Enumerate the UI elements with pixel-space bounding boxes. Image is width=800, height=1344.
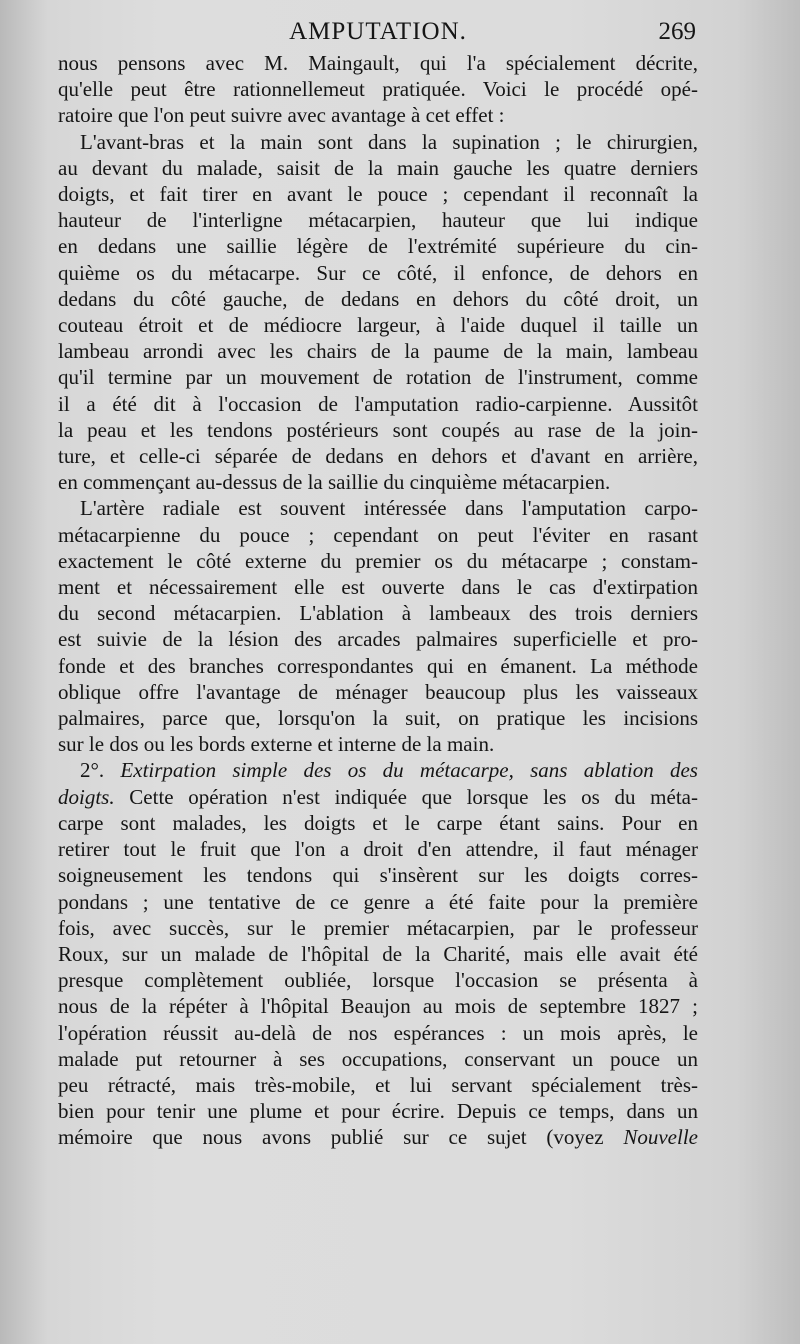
text-line: oblique offre l'avantage de ménager beaucoup plus les vaisseaux <box>58 679 698 704</box>
text-line <box>58 1124 698 1150</box>
text-line: est suivie de la lésion des arcades palmaires superficielle et pro- <box>58 627 698 652</box>
text-line: nous de la répéter à l'hôpital Beaujon au mois de septembre 1827 ; <box>58 994 698 1019</box>
text-run: mémoire que nous avons publié sur ce sujet (voyez <box>58 1125 624 1150</box>
text-line: couteau étroit et de médiocre largeur, à l'aide duquel il taille un <box>58 313 698 338</box>
paragraph-extirpation <box>58 757 698 1150</box>
text-line: ment et nécessairement elle est ouverte dans le cas d'extirpation <box>58 575 698 600</box>
text-line: fois, avec succès, sur le premier métacarpien, par le professeur <box>58 915 698 940</box>
paragraph-continuation <box>58 50 698 129</box>
text-line: retirer tout le fruit que l'on a droit d'en attendre, il faut ménager <box>58 837 698 862</box>
text-line: ture, et celle-ci séparée de dedans en dehors et d'avant en arrière, <box>58 444 698 469</box>
page-header <box>58 0 698 50</box>
text-line: fonde et des branches correspondantes qui en émanent. La méthode <box>58 653 698 678</box>
text-line <box>58 757 698 783</box>
text-line: exactement le côté externe du premier os du métacarpe ; constam- <box>58 548 698 573</box>
text-line: qu'elle peut être rationnellemeut pratiquée. Voici le procédé opé- <box>58 77 698 102</box>
body-text <box>58 50 698 1151</box>
section-number: 2°. <box>80 758 121 783</box>
section-heading-end: doigts. <box>58 784 115 809</box>
text-line: L'avant-bras et la main sont dans la supination ; le chirurgien, <box>80 129 698 154</box>
text-line: au devant du malade, saisit de la main gauche les quatre derniers <box>58 155 698 180</box>
text-line: l'opération réussit au-delà de nos espérances : un mois après, le <box>58 1020 698 1045</box>
text-line: qu'il termine par un mouvement de rotation de l'instrument, comme <box>58 365 698 390</box>
text-line: Roux, sur un malade de l'hôpital de la Charité, mais elle avait été <box>58 941 698 966</box>
text-line: soigneusement les tendons qui s'insèrent sur les doigts corres- <box>58 863 698 888</box>
text-line: lambeau arrondi avec les chairs de la paume de la main, lambeau <box>58 339 698 364</box>
text-line: du second métacarpien. L'ablation à lambeaux des trois derniers <box>58 601 698 626</box>
text-line: palmaires, parce que, lorsqu'on la suit, on pratique les incisions <box>58 706 698 731</box>
text-run: Cette opération n'est indiquée que lorsque les os du méta- <box>114 784 698 809</box>
text-line: hauteur de l'interligne métacarpien, hauteur que lui indique <box>58 208 698 233</box>
text-line: carpe sont malades, les doigts et le carpe étant sains. Pour en <box>58 810 698 835</box>
text-line: pondans ; une tentative de ce genre a été faite pour la première <box>58 889 698 914</box>
text-line: dedans du côté gauche, de dedans en dehors du côté droit, un <box>58 286 698 311</box>
text-line: ratoire que l'on peut suivre avec avantage à cet effet : <box>58 103 505 128</box>
text-line: quième os du métacarpe. Sur ce côté, il enfonce, de dehors en <box>58 260 698 285</box>
text-line: la peau et les tendons postérieurs sont coupés au rase de la join- <box>58 417 698 442</box>
text-line: métacarpienne du pouce ; cependant on peut l'éviter en rasant <box>58 522 698 547</box>
text-line: L'artère radiale est souvent intéressée dans l'amputation carpo- <box>80 496 698 521</box>
text-line: bien pour tenir une plume et pour écrire. Depuis ce temps, dans un <box>58 1099 698 1124</box>
running-head: AMPUTATION. <box>289 18 467 45</box>
text-line: en commençant au-dessus de la saillie du cinquième métacarpien. <box>58 470 611 495</box>
text-line <box>58 784 698 810</box>
text-line: nous pensons avec M. Maingault, qui l'a spécialement décrite, <box>58 51 698 75</box>
page-number: 269 <box>658 18 696 45</box>
text-line: peu rétracté, mais très-mobile, et lui servant spécialement très- <box>58 1072 698 1097</box>
text-line: en dedans une saillie légère de l'extrémité supérieure du cin- <box>58 234 698 259</box>
text-line: sur le dos ou les bords externe et interne de la main. <box>58 732 495 757</box>
paragraph-procedure <box>58 129 698 496</box>
citation-title: Nouvelle <box>623 1125 698 1150</box>
section-heading: Extirpation simple des os du métacarpe, sans ablation des <box>120 758 698 783</box>
text-line: doigts, et fait tirer en avant le pouce ; cependant il reconnaît la <box>58 182 698 207</box>
text-line: presque complètement oubliée, lorsque l'occasion se présenta à <box>58 968 698 993</box>
paragraph-artery <box>58 495 698 757</box>
text-line: il a été dit à l'occasion de l'amputation radio-carpienne. Aussitôt <box>58 391 698 416</box>
text-line: malade put retourner à ses occupations, conservant un pouce un <box>58 1046 698 1071</box>
text-block <box>58 0 698 1151</box>
